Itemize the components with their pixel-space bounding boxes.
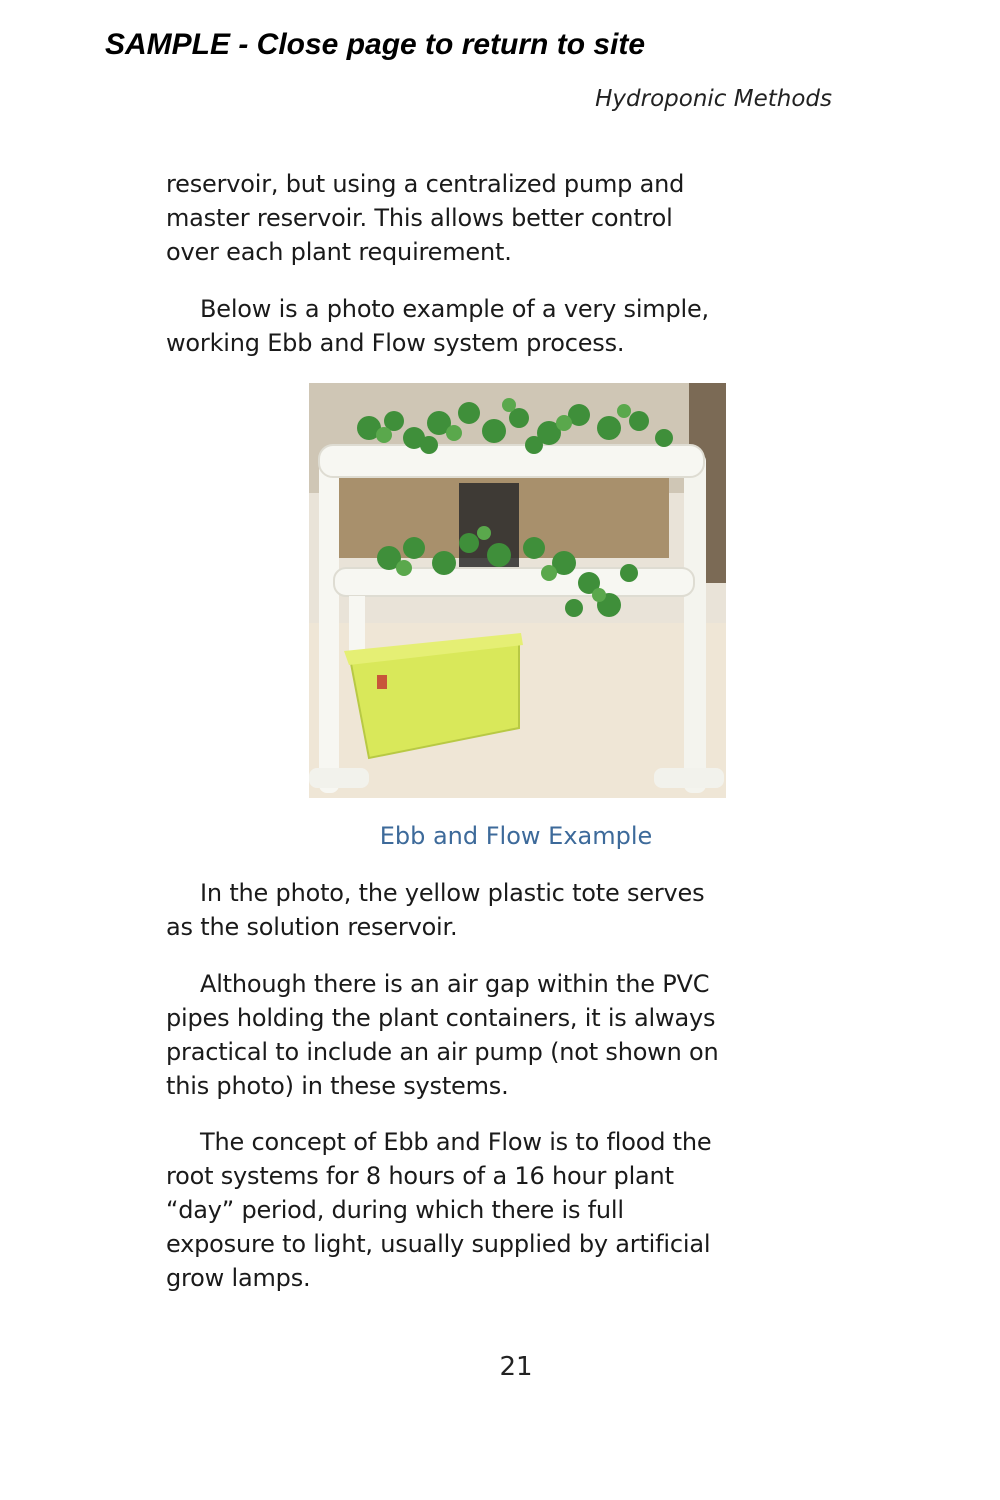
paragraph-5: [166, 1125, 846, 1295]
text-line: In the photo, the yellow plastic tote serves: [200, 879, 705, 907]
page-number: 21: [499, 1352, 533, 1382]
text-line: this photo) in these systems.: [166, 1072, 509, 1100]
text-line: working Ebb and Flow system process.: [166, 329, 625, 357]
text-line: over each plant requirement.: [166, 238, 512, 266]
text-line: The concept of Ebb and Flow is to flood the: [200, 1128, 712, 1156]
sample-banner[interactable]: SAMPLE - Close page to return to site: [105, 28, 646, 61]
paragraph-2: [166, 292, 846, 360]
paragraph-3: [166, 876, 846, 944]
text-line: exposure to light, usually supplied by artificial: [166, 1230, 711, 1258]
text-line: as the solution reservoir.: [166, 913, 458, 941]
text-line: pipes holding the plant containers, it is always: [166, 1004, 716, 1032]
text-line: reservoir, but using a centralized pump and: [166, 170, 685, 198]
text-line: master reservoir. This allows better control: [166, 204, 673, 232]
paragraph-4: [166, 967, 846, 1103]
text-line: grow lamps.: [166, 1264, 311, 1292]
text-line: Although there is an air gap within the PVC: [200, 970, 710, 998]
text-line: practical to include an air pump (not shown on: [166, 1038, 719, 1066]
figure-caption: Ebb and Flow Example: [379, 822, 653, 850]
hydroponic-rack-illustration: [309, 383, 726, 798]
text-line: Below is a photo example of a very simple,: [200, 295, 709, 323]
paragraph-1: [166, 167, 846, 269]
text-line: root systems for 8 hours of a 16 hour plant: [166, 1162, 674, 1190]
ebb-and-flow-photo: [309, 383, 726, 798]
text-line: “day” period, during which there is full: [166, 1196, 624, 1224]
running-head: Hydroponic Methods: [595, 86, 832, 112]
